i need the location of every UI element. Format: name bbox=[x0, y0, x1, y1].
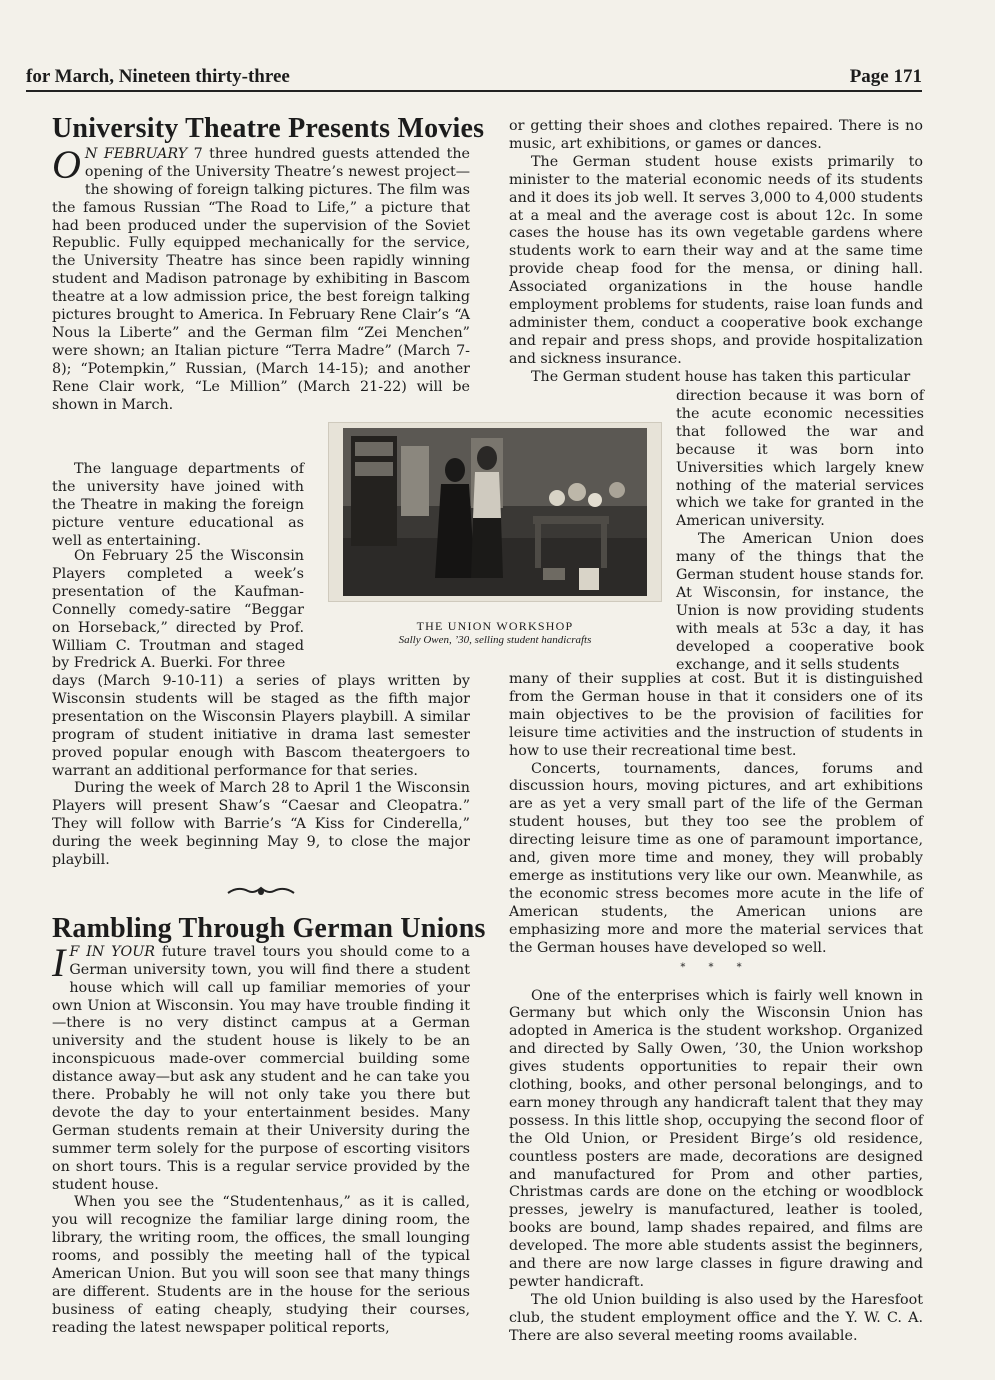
unions-paragraph-2: When you see the “Studentenhaus,” as it is called, you will recognize the familiar large dining room, the library, the writing room, the offices, the small lounging rooms, and possibly the meeting hall of the typical American Union. But you will soon see that many things are different. Students are in the house for the serious business of eating cheaply, studying their courses, reading the latest newspaper political reports, bbox=[52, 1194, 470, 1336]
unions-paragraph-4: The German student house exists primarily to minister to the material economic needs of its students and it does its job well. It serves 3,000 to 4,000 students at a meal and the average cost is about 12c. In some cases the house has its own vegetable gardens where students work to earn their way and at the same time provide cheap food for the mensa, or dining hall. Associated organizations in the house handle employment problems for students, raise loan funds and administer them, conduct a cooperative book exchange and repair and press shops, and provide hospitalization and sickness insurance. bbox=[509, 153, 923, 367]
unions-text-1: future travel tours you should come to a German university town, you will find there a student house which will call up familiar memories of your own Union at Wisconsin. You may have trouble finding it—there is no very distinct campus at a German university and the student house is likely to be an inconspicuous made-over commercial building some distance away—but ask any student and he can take you there. Probably he will not only take you there but devote the day to your entertainment besides. Many German students remain at their University during the summer term solely for the purpose of escorting visitors on short tours. This is a regular service provided by the student house. bbox=[52, 943, 471, 1193]
left-column bbox=[52, 113, 485, 415]
dropcap-o: O bbox=[52, 141, 81, 187]
theatre-continued bbox=[52, 461, 304, 551]
right-column-beside-photo bbox=[676, 388, 924, 675]
right-column-top bbox=[509, 118, 923, 387]
unions-paragraph-9: The old Union building is also used by the Haresfoot club, the student employment office and the Y. W. C. A. There are also several meeting rooms available. bbox=[509, 1291, 923, 1344]
caption-title: THE UNION WORKSHOP bbox=[416, 619, 574, 633]
unions-paragraph-5-start: The German student house has taken this particular bbox=[531, 368, 911, 385]
theatre-paragraph-3-end: days (March 9-10-11) a series of plays written by Wisconsin students will be staged as the fifth major presentation on the Wisconsin Players playbill. A similar program of student initiative in drama last semester proved popular enough with Bascom theatergoers to warrant an additional performance for that series. bbox=[52, 673, 470, 779]
theatre-paragraph-4: During the week of March 28 to April 1 the Wisconsin Players will present Shaw’s “Caesar and Cleopatra.” They will follow with Barrie’s “A Kiss for Cinderella,” during the week beginning May 9, to close the major playbill. bbox=[52, 780, 470, 869]
unions-paragraph-5-end: direction because it was born of the acute economic necessities that followed the war and because it was born into Universities which largely knew nothing of the material services which we take for granted in the American university. bbox=[676, 388, 924, 530]
unions-paragraph-6-end: many of their supplies at cost. But it is distinguished from the German house in that it considers one of its main objectives to be the provision of facilities for leisure time activities and the instruction of students in how to use their recreational time best. bbox=[509, 671, 923, 759]
workshop-photo bbox=[343, 428, 647, 596]
article-title-theatre: University Theatre Presents Movies bbox=[52, 113, 485, 144]
unions-paragraph-1 bbox=[52, 939, 471, 1195]
photo-frame bbox=[328, 422, 662, 602]
right-column-lower bbox=[509, 671, 923, 1346]
dropcap-i: I bbox=[52, 939, 66, 985]
leadin-text-2: F IN YOUR bbox=[69, 943, 156, 960]
unions-paragraph-6-start: The American Union does many of the things that the German student house stands for. At Wisconsin, for instance, the Union is now providing students with meals at 53c a day, it has developed a cooperative book exchange, and it sells students bbox=[676, 531, 924, 673]
running-head bbox=[26, 66, 922, 92]
unions-paragraph-7: Concerts, tournaments, dances, forums and discussion hours, moving pictures, and art exhibitions are as yet a very small part of the life of the German student houses, but they too see the problem of directing leisure time as one of paramount importance, and, given more time and money, they will probably emerge as institutions very like our own. Meanwhile, as the economic stress becomes more acute in the life of American students, the American unions are emphasizing more and more the material services that the German houses have developed so well. bbox=[509, 760, 923, 956]
issue-date: for March, Nineteen thirty-three bbox=[26, 66, 290, 87]
theatre-players bbox=[52, 548, 304, 673]
theatre-text-1: 7 three hundred guests attended the opening of the University Theatre’s newest project—the showing of foreign talking pictures. The film was the famous Russian “The Road to Life,” a picture that had been produced under the supervision of the Soviet Republic. Fully equipped mechanically for the service, the University Theatre has since been rapidly winning student and Madison patronage by exhibiting in Bascom theatre at a low admission price, the best foreign talking pictures brought to America. In February Rene Clair’s “A Nous la Liberte” and the German film “Zei Menchen” were shown; an Italian picture “Terra Madre” (March 7-8); “Potempkin,” Russian, (March 14-15); and another Rene Clair work, “Le Million” (March 21-22) will be shown in March. bbox=[52, 145, 470, 413]
theatre-paragraph-3-start: On February 25 the Wisconsin Players completed a week’s presentation of the Kaufman-Connelly comedy-satire “Beggar on Horseback,” directed by Prof. William C. Troutman and staged by Fredrick A. Buerki. For three bbox=[52, 548, 304, 672]
leadin-text: N FEBRUARY bbox=[84, 145, 188, 162]
caption-subtitle: Sally Owen, ’30, selling student handicrafts bbox=[398, 634, 592, 646]
section-separator: * * * bbox=[680, 961, 752, 973]
unions-paragraph-3: or getting their shoes and clothes repaired. There is no music, art exhibitions, or games or dances. bbox=[509, 118, 923, 152]
ornament-divider-icon bbox=[52, 884, 470, 902]
theatre-paragraph-1 bbox=[52, 141, 470, 415]
theatre-players-cont bbox=[52, 673, 486, 1338]
unions-paragraph-8: One of the enterprises which is fairly well known in Germany but which only the Wisconsin Union has adopted in America is the student workshop. Organized and directed by Sally Owen, ’30, the Union workshop gives students opportunities to repair their own clothing, books, and other personal belongings, and to earn money through any handicraft talent that they may possess. In this little shop, occupying the second floor of the Old Union, or President Birge’s old residence, countless posters are made, decorations are designed and manufactured for Prom and other parties, Christmas cards are done on the etching or woodblock presses, jewelry is manufactured, leather is tooled, books are bound, lamp shades repaired, and films are developed. The more able students assist the beginners, and there are now large classes in figure drawing and pewter handicraft. bbox=[509, 987, 923, 1290]
article-title-unions: Rambling Through German Unions bbox=[52, 912, 486, 944]
photo-caption bbox=[326, 619, 664, 647]
theatre-paragraph-2: The language departments of the university have joined with the Theatre in making the foreign picture venture educational as well as entertaining. bbox=[52, 461, 304, 549]
page-number: Page 171 bbox=[849, 66, 922, 87]
